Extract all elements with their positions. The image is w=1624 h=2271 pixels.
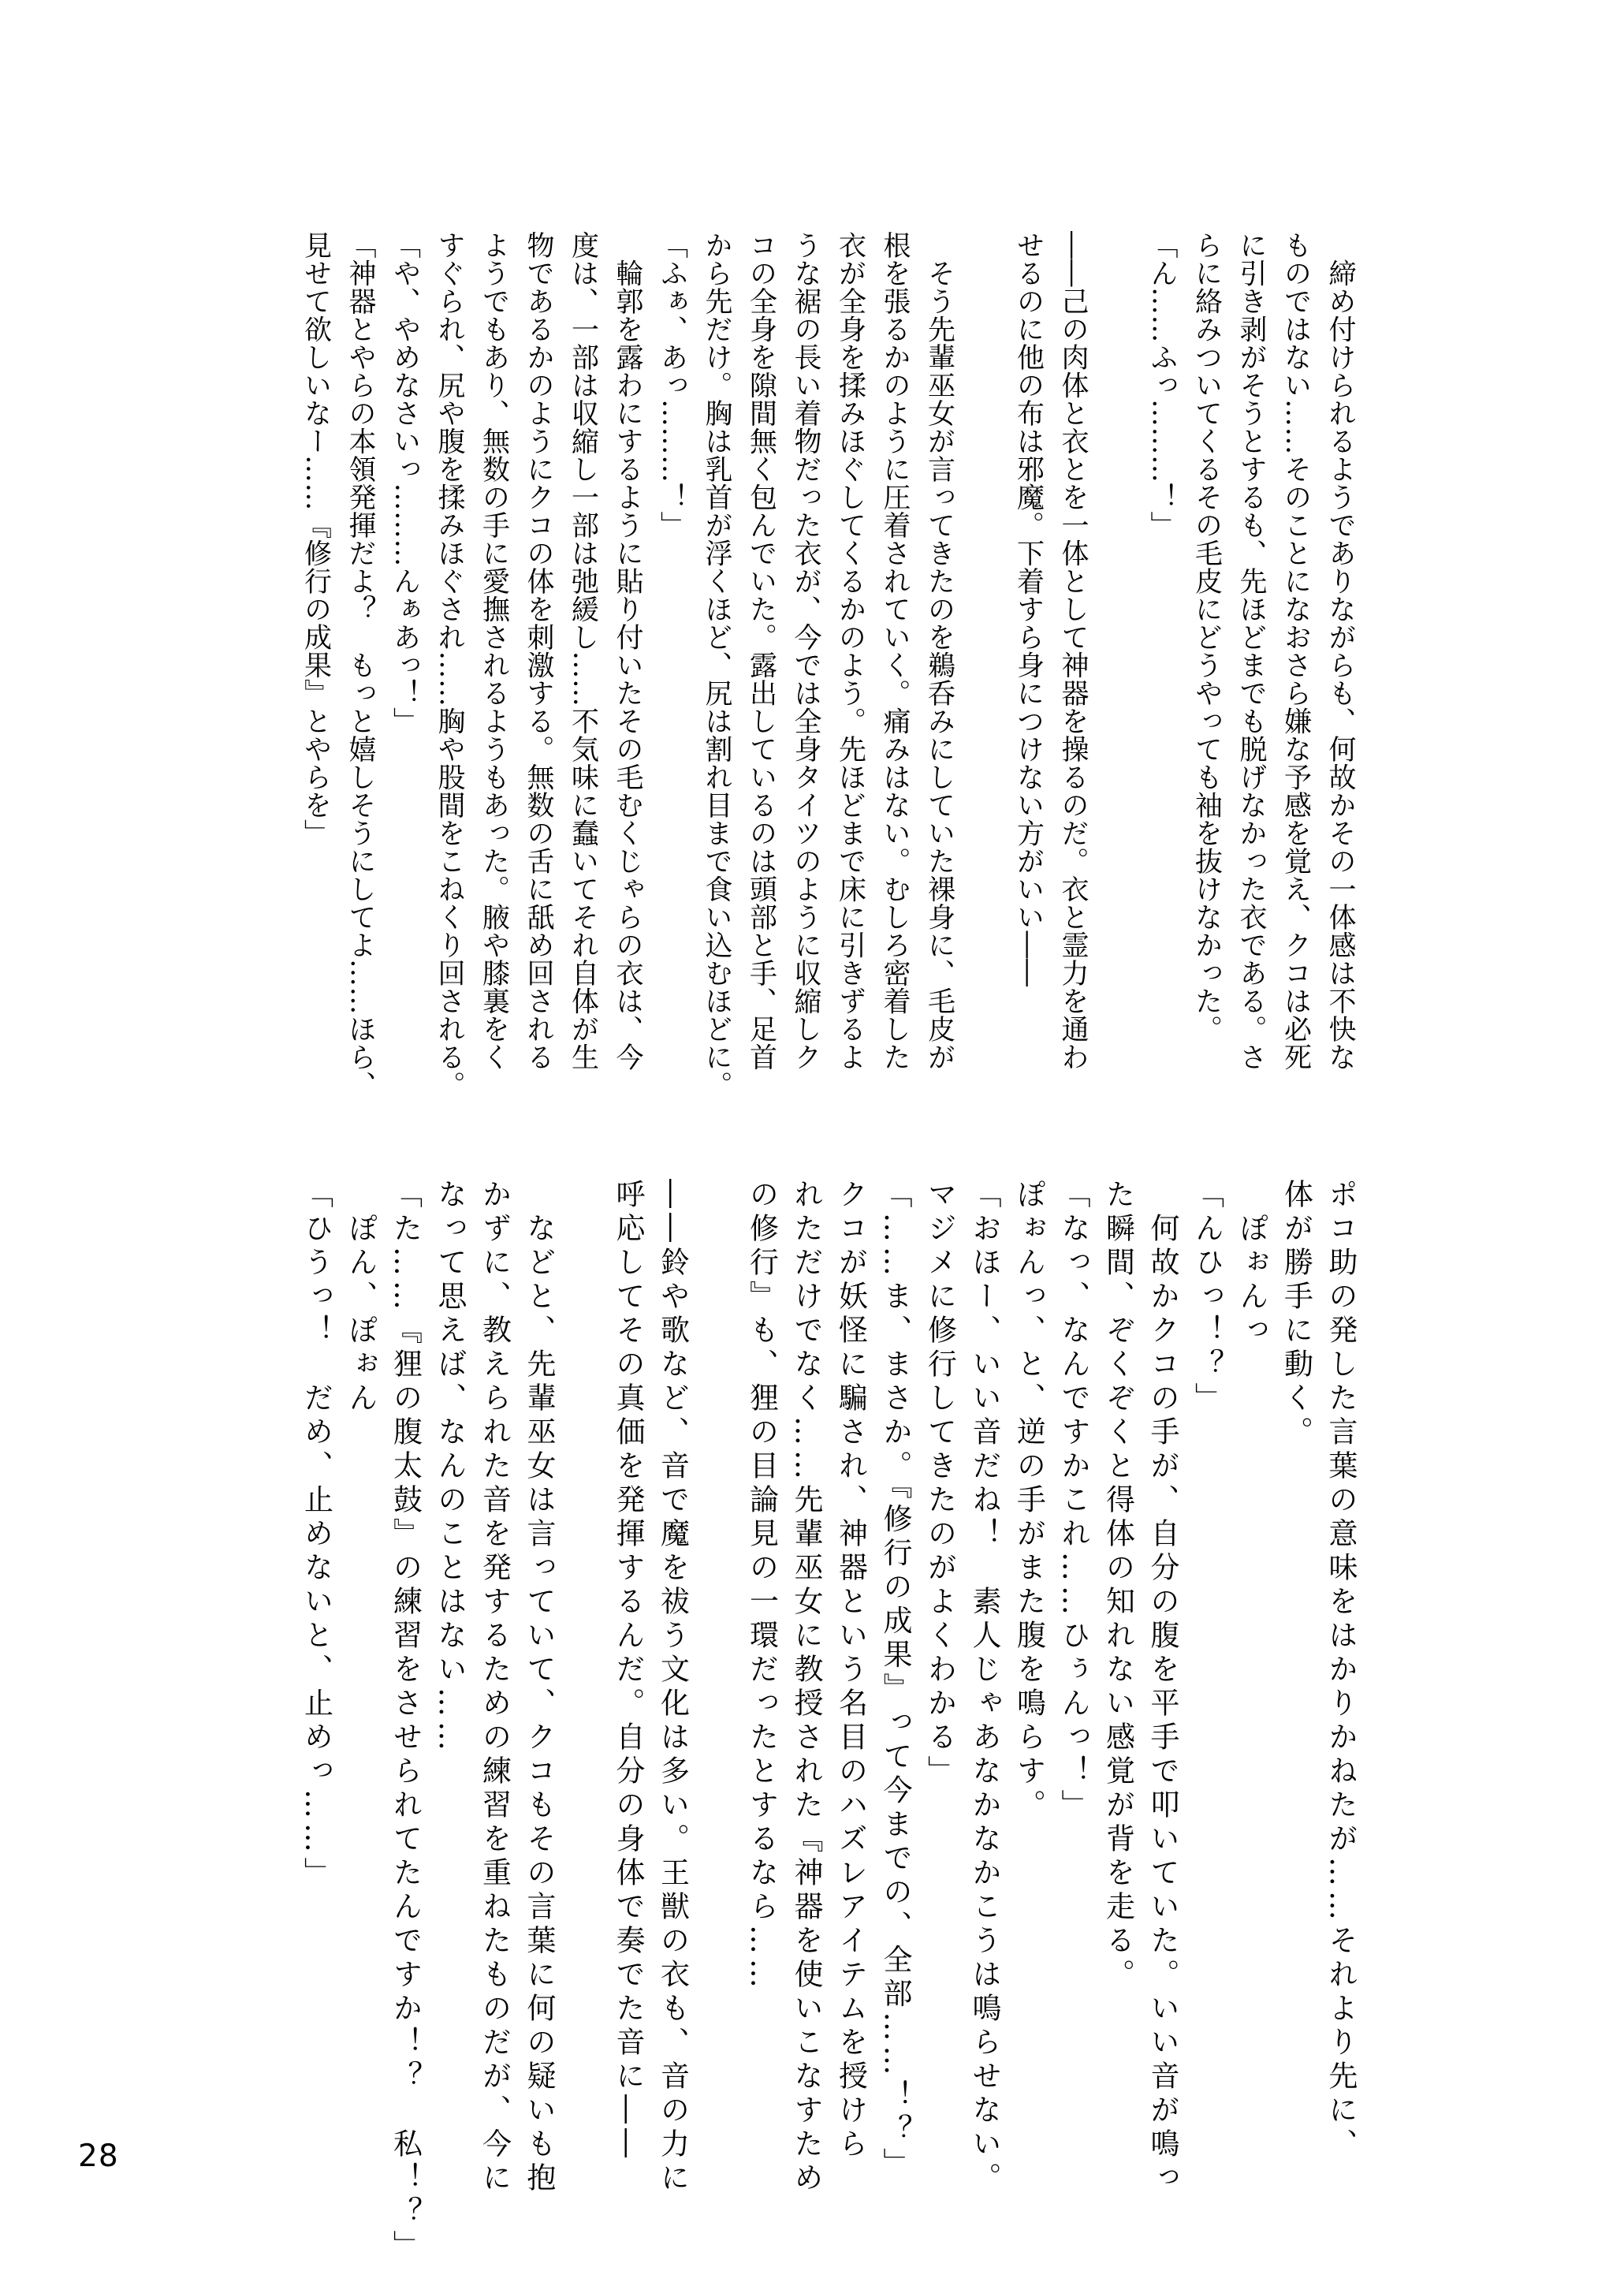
text-line: ――己の肉体と衣とを一体として神器を操るのだ。衣と霊力を通わ [1057, 231, 1089, 1071]
text-line: ――鈴や歌など、音で魔を祓う文化は多い。王獣の衣も、音の力に [655, 1179, 690, 2196]
text-line: 「や、やめなさいっ………んぁあっ！」 [389, 231, 421, 735]
text-line: ぽぉんっ [1235, 1179, 1268, 1348]
text-line: 呼応してその真価を発揮するんだ。自分の身体で奏でた音に―― [611, 1179, 645, 2162]
text-line: かずに、教えられた音を発するための練習を重ねたものだが、今に [477, 1179, 512, 2196]
text-line: ようでもあり、無数の手に愛撫されるようもあった。腋や膝裏をく [478, 231, 510, 1071]
blank-line [695, 1179, 739, 2220]
blank-line [1095, 231, 1140, 1106]
page-number: 28 [78, 2139, 119, 2174]
bottom-text-block [293, 1179, 1362, 2264]
text-line: そう先輩巫女が言ってきたのを鵜呑みにしていた裸身に、毛皮が [923, 231, 955, 1071]
text-line: コの全身を隙間無く包んでいた。露出しているのは頭部と手、足首 [745, 231, 777, 1071]
text-line: れただけでなく……先輩巫女に教授された『神器を使いこなすため [789, 1179, 823, 2196]
text-line: 見せて欲しいなー……『修行の成果』とやらを」 [300, 231, 332, 847]
text-line: 「んひっ！？」 [1190, 1179, 1224, 1416]
blank-line [561, 1179, 605, 2220]
text-line: せるのに他の布は邪魔。下着すら身につけない方がいい―― [1012, 231, 1045, 987]
text-line: クコが妖怪に騙され、神器という名目のハズレアイテムを授けら [833, 1179, 868, 2162]
text-line: ポコ助の発した言葉の意味をはかりかねたが……それより先に、 [1324, 1179, 1358, 2162]
text-line: 衣が全身を揉みほぐしてくるかのよう。先ほどまで床に引きずるよ [834, 231, 866, 1071]
text-line: なって思えば、なんのことはない…… [433, 1179, 467, 1755]
text-line: に引き剥がそうとするも、先ほどまでも脱げなかった衣である。さ [1235, 231, 1267, 1071]
blank-line [962, 231, 1007, 1106]
text-line: 「ふぁ、あっ………！」 [656, 231, 688, 539]
text-line: 締め付けられるようでありながらも、何故かその一体感は不快な [1324, 231, 1356, 1071]
text-line: 根を張るかのように圧着されていく。痛みはない。むしろ密着した [879, 231, 911, 1071]
text-line: た瞬間、ぞくぞくと得体の知れない感覚が背を走る。 [1101, 1179, 1135, 1993]
text-line: の修行』も、狸の目論見の一環だったとするなら…… [744, 1179, 779, 1993]
text-line: すぐられ、尻や腹を揉みほぐされ……胸や股間をこねくり回される。 [434, 231, 465, 1099]
text-line: ぽん、ぽぉん [344, 1179, 378, 1416]
text-line: マジメに修行してきたのがよくわかる」 [922, 1179, 957, 1789]
text-line: 輪郭を露わにするように貼り付いたその毛むくじゃらの衣は、今 [612, 231, 643, 1071]
text-line: 体が勝手に動く。 [1279, 1179, 1313, 1450]
text-line: 「た……『狸の腹太鼓』の練習をさせられてたんですか！？ 私！？」 [388, 1179, 423, 2264]
top-text-block [293, 231, 1362, 1106]
text-line: うな裾の長い着物だった衣が、今では全身タイツのように収縮しク [790, 231, 821, 1071]
text-line: 物であるかのようにクコの体を刺激する。無数の舌に舐め回される [523, 231, 554, 1071]
text-line: 「ひうっ！ だめ、止めないと、止めっ……」 [299, 1179, 333, 1891]
text-line: から先だけ。胸は乳首が浮くほど、尻は割れ目まで食い込むほどに。 [701, 231, 732, 1099]
text-line: 度は、一部は収縮し一部は弛緩し……不気味に蠢いてそれ自体が生 [567, 231, 599, 1071]
text-line: ものではない……そのことになおさら嫌な予感を覚え、クコは必死 [1279, 231, 1312, 1071]
text-line: 「ん……ふっ………！」 [1146, 231, 1178, 539]
text-line: などと、先輩巫女は言っていて、クコもその言葉に何の疑いも抱 [522, 1179, 556, 2196]
text-line: 「神器とやらの本領発揮だよ？ もっと嬉しそうにしてよ……ほら、 [345, 231, 376, 1099]
text-line: 「……ま、まさか。『修行の成果』って今までの、全部……！？」 [878, 1179, 912, 2182]
text-line: らに絡みついてくるその毛皮にどうやっても袖を抜けなかった。 [1190, 231, 1223, 1043]
text-line: 何故かクコの手が、自分の腹を平手で叩いていた。いい音が鳴っ [1145, 1179, 1179, 2196]
text-line: 「おほー、いい音だね！ 素人じゃあなかなかこうは鳴らせない。 [967, 1179, 1001, 2196]
text-line: 「なっ、なんですかこれ……ひぅんっ！」 [1056, 1179, 1090, 1823]
text-line: ぽぉんっ、と、逆の手がまた腹を鳴らす。 [1011, 1179, 1046, 1823]
